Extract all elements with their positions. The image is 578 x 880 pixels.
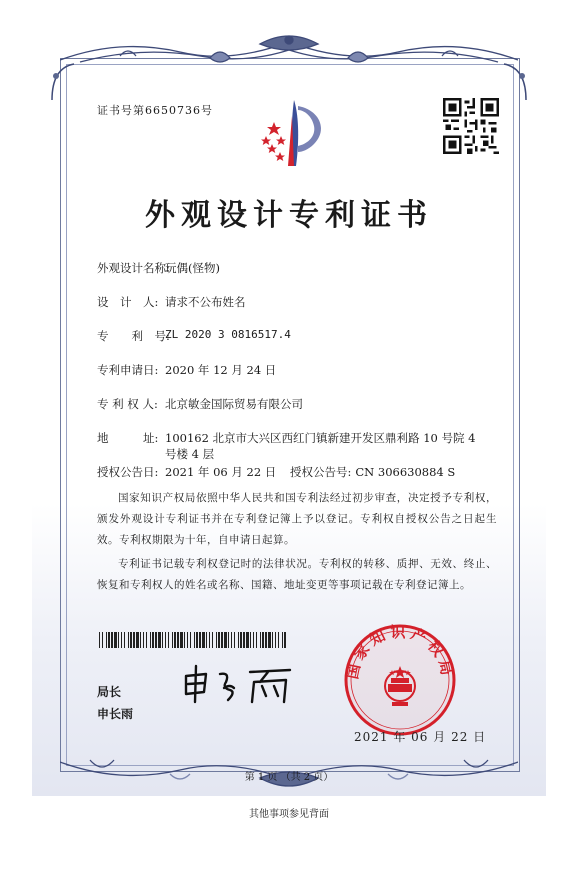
body-paragraph-1: 国家知识产权局依照中华人民共和国专利法经过初步审查，决定授予专利权，颁发外观设计专利证书并在专利登记簿上予以登记。专利权自授权公告之日起生效。专利权期限为十年，自申请日起算。 [97,492,497,546]
patent-number-value: ZL 2020 3 0816517.4 [165,328,291,341]
grant-number-label: 授权公告号: [290,465,352,479]
grant-number-value: CN 306630884 S [355,465,456,479]
filing-date-value: 2020 年 12 月 24 日 [165,363,277,377]
field-grant-date [97,464,277,480]
field-patentee [97,396,303,412]
top-ornament [60,30,518,70]
grant-date-label: 授权公告日: [97,465,159,479]
field-designer [97,294,246,310]
filing-date-label: 专利申请日: [97,363,159,377]
body-paragraph-2: 专利证书记载专利权登记时的法律状况。专利权的转移、质押、无效、终止、恢复和专利权人的姓名或名称、国籍、地址变更等事项记载在专利登记簿上。 [97,558,497,591]
design-name-label: 外观设计名称: [97,261,170,275]
address-label: 地 址: [97,431,159,445]
designer-label: 设 计 人: [97,295,159,309]
address-line2: 号楼 4 层 [165,447,215,461]
left-corner-ornament [48,62,78,102]
patentee-label: 专 利 权 人: [97,397,158,411]
footer-note: 其他事项参见背面 [249,809,329,820]
designer-value: 请求不公布姓名 [165,295,246,309]
address-line1: 100162 北京市大兴区西红门镇新建开发区鼎利路 10 号院 4 [165,431,476,445]
right-corner-ornament [500,62,530,102]
field-filing-date [97,362,277,378]
qr-code [443,98,499,154]
barcode [99,632,289,648]
field-address [97,430,476,446]
director-title-label: 局长 [97,685,122,699]
patentee-value: 北京敏金国际贸易有限公司 [165,397,303,411]
cnipa-logo-icon [256,96,336,172]
page-number: 第 1 页 （共 2 页） [244,772,334,783]
official-seal-stamp [342,622,458,738]
field-grant-number [290,464,455,480]
field-patent-number [97,328,291,344]
svg-text:国家知识产权局: 国家知识产权局 [343,623,457,681]
page-title: 外观设计专利证书 [145,198,433,233]
seal-date: 2021 年 06 月 22 日 [354,730,487,744]
design-name-value: 玩偶(怪物) [165,261,220,275]
field-design-name [97,260,220,276]
director-name-label: 申长雨 [97,707,134,721]
patent-number-label: 专 利 号: [97,329,170,343]
certificate-number: 证书号第6650736号 [97,104,213,117]
grant-date-value: 2021 年 06 月 22 日 [165,465,277,479]
handwritten-signature [180,662,300,706]
